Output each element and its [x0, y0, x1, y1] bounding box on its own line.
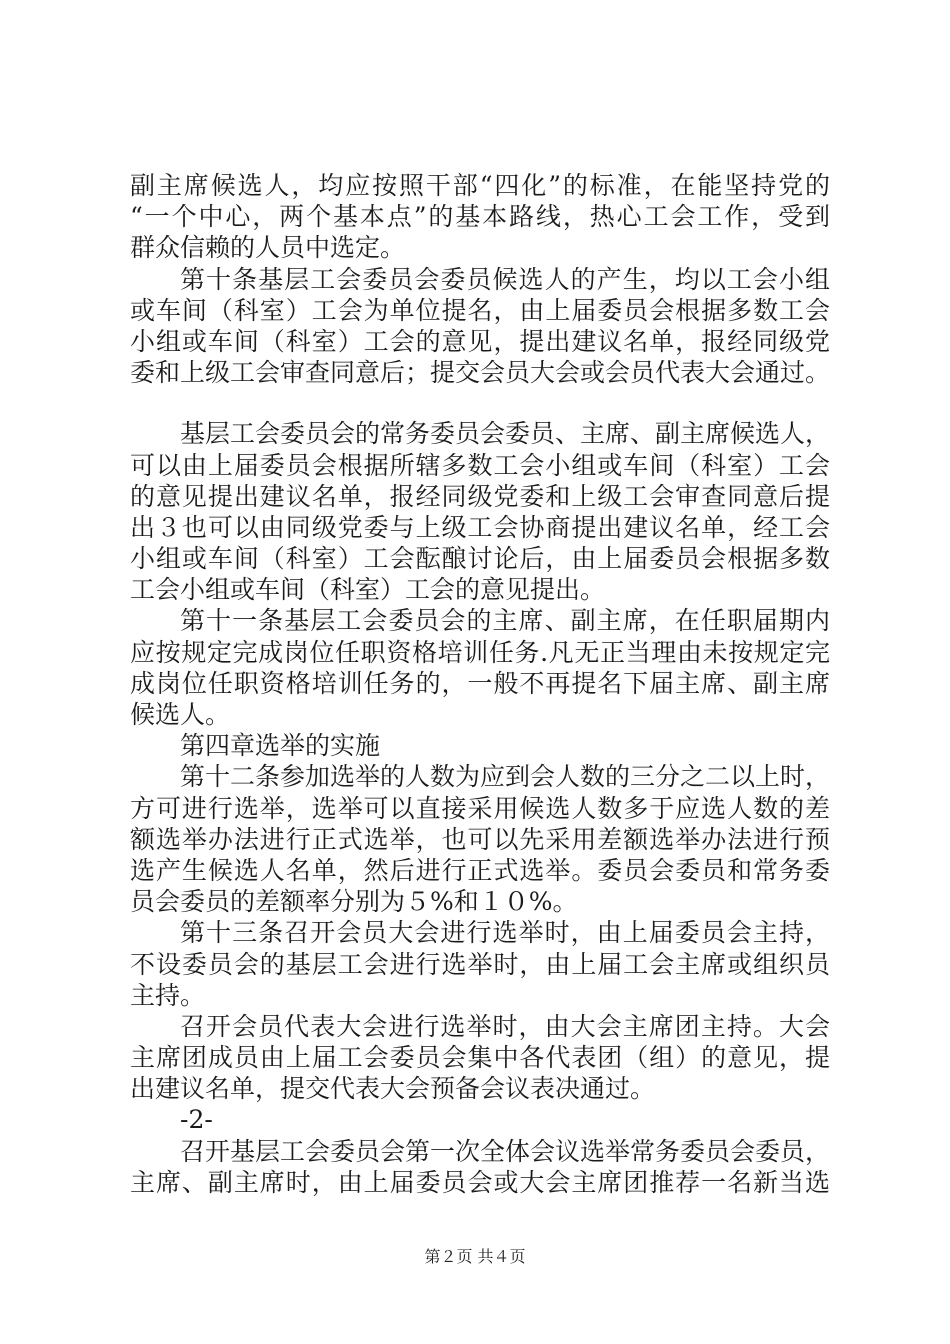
paragraph-line: 员会委员的差额率分别为５%和１０%。 [130, 887, 578, 917]
paragraph-line: 小组或车间（科室）工会的意见，提出建议名单，报经同级党 [130, 326, 830, 356]
paragraph-line: 选产生候选人名单，然后进行正式选举。委员会委员和常务委 [130, 855, 830, 885]
paragraph-line: 主持。 [130, 980, 206, 1010]
paragraph-line: 第十一条基层工会委员会的主席、副主席，在任职届期内 [180, 606, 830, 636]
paragraph-line: 主席、副主席时，由上届委员会或大会主席团推荐一名新当选 [130, 1167, 830, 1197]
paragraph-line: 基层工会委员会的常务委员会委员、主席、副主席候选人， [180, 419, 831, 449]
paragraph-line: 候选人。 [130, 700, 231, 729]
paragraph-line: 可以由上届委员会根据所辖多数工会小组或车间（科室）工会 [130, 450, 830, 480]
document-body [130, 170, 830, 1198]
paragraph-line: 小组或车间（科室）工会酝酿讨论后，由上届委员会根据多数 [130, 544, 830, 574]
paragraph-line: 第十二条参加选举的人数为应到会人数的三分之二以上时， [180, 762, 831, 792]
chapter-heading: 第四章选举的实施 [180, 731, 381, 761]
paragraph-line: 第十三条召开会员大会进行选举时，由上届委员会主持， [180, 918, 830, 948]
paragraph-line: 或车间（科室）工会为单位提名，由上届委员会根据多数工会 [130, 295, 830, 325]
paragraph-line: 出建议名单，提交代表大会预备会议表决通过。 [130, 1074, 656, 1104]
paragraph-line: 出３也可以由同级党委与上级工会协商提出建议名单，经工会 [130, 512, 830, 542]
page-footer: 第２页 共４页 [424, 1247, 526, 1266]
paragraph-line: 的意见提出建议名单，报经同级党委和上级工会审查同意后提 [130, 481, 830, 511]
paragraph-line: 委和上级工会审查同意后；提交会员大会或会员代表大会通过。 [130, 358, 831, 388]
paragraph-line: 召开基层工会委员会第一次全体会议选举常务委员会委员， [180, 1136, 831, 1166]
paragraph-line: 主席团成员由上届工会委员会集中各代表团（组）的意见，提 [130, 1043, 830, 1073]
paragraph-line: 应按规定完成岗位任职资格培训任务.凡无正当理由未按规定完 [130, 637, 830, 667]
paragraph-line: 不设委员会的基层工会进行选举时，由上届工会主席或组织员 [130, 949, 830, 979]
paragraph-line: 成岗位任职资格培训任务的，一般不再提名下届主席、副主席 [130, 668, 830, 698]
paragraph-line: 第十条基层工会委员会委员候选人的产生，均以工会小组 [180, 264, 830, 294]
paragraph-line: 工会小组或车间（科室）工会的意见提出。 [130, 575, 606, 605]
paragraph-line: 额选举办法进行正式选举，也可以先采用差额选举办法进行预 [130, 824, 830, 854]
paragraph-line: 群众信赖的人员中选定。 [130, 233, 406, 263]
paragraph-line: “一个中心，两个基本点”的基本路线，热心工会工作，受到 [130, 202, 830, 232]
paragraph-line: 副主席候选人，均应按照干部“四化”的标准，在能坚持党的 [130, 171, 830, 200]
paragraph-line: 召开会员代表大会进行选举时，由大会主席团主持。大会 [180, 1011, 830, 1041]
paragraph-line: 方可进行选举，选举可以直接采用候选人数多于应选人数的差 [130, 793, 830, 823]
inline-page-marker: -2- [180, 1105, 213, 1135]
